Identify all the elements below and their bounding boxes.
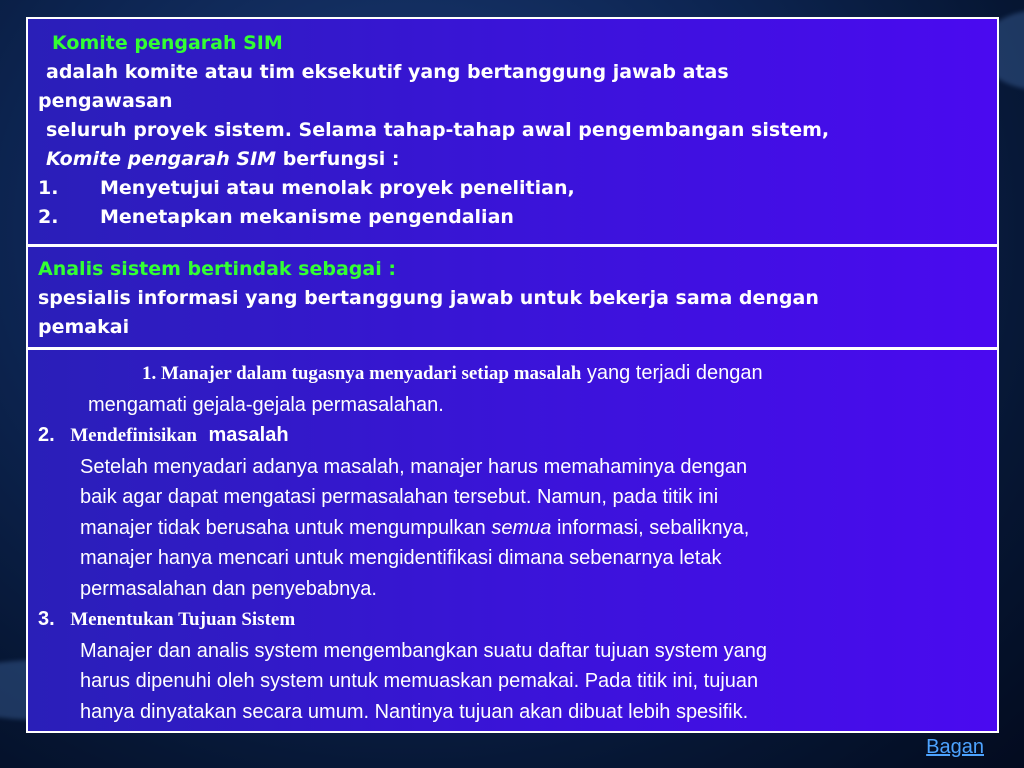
item3-line: Manajer dan analis system mengembangkan suatu daftar tujuan system yang — [80, 639, 768, 662]
item2-line: Setelah menyadari adanya masalah, manajer harus memahaminya dengan — [80, 455, 748, 478]
item2-line — [38, 513, 987, 544]
panel2-title: Analis sistem bertindak sebagai : — [38, 258, 396, 280]
item2-line: permasalahan dan penyebabnya. — [80, 577, 377, 600]
item2-heading: Mendefinisikan — [70, 425, 197, 446]
panel2-line1: spesialis informasi yang bertanggung jawab untuk bekerja sama dengan — [38, 287, 819, 309]
item3-line: hanya dinyatakan secara umum. Nantinya tujuan akan dibuat lebih spesifik. — [80, 700, 749, 723]
list-number: 1. — [38, 177, 59, 199]
item3-heading-line — [38, 604, 987, 636]
panel-komite-pengarah — [26, 17, 999, 246]
panel1-line4-rest: berfungsi : — [282, 148, 400, 170]
item2-line3-post: informasi, sebaliknya, — [556, 516, 750, 539]
item2-line3-italic: semua — [491, 516, 552, 539]
item2-line: baik agar dapat mengatasi permasalahan tersebut. Namun, pada titik ini — [80, 486, 719, 508]
item2-line: manajer hanya mencari untuk mengidentifikasi dimana sebenarnya letak — [80, 547, 722, 569]
item3-heading: Menentukan Tujuan Sistem — [70, 609, 296, 630]
bagan-link[interactable]: Bagan — [926, 736, 984, 758]
panel1-line3: seluruh proyek sistem. Selama tahap-tahap awal pengembangan sistem, — [46, 119, 830, 141]
item2-line3-pre: manajer tidak berusaha untuk mengumpulkan — [80, 516, 486, 539]
item2-number: 2. — [38, 424, 55, 446]
panel1-line4-italic: Komite pengarah SIM — [46, 148, 277, 170]
list-item — [38, 174, 987, 203]
panel1-line1: adalah komite atau tim eksekutif yang bertanggung jawab atas — [46, 61, 729, 83]
item1-rest: yang terjadi dengan — [586, 362, 763, 384]
item1-heading: 1. Manajer dalam tugasnya menyadari setiap masalah — [142, 363, 582, 384]
item2-heading-line — [38, 420, 987, 452]
list-text: Menyetujui atau menolak proyek penelitian, — [100, 177, 575, 199]
list-text: Menetapkan mekanisme pengendalian — [100, 206, 514, 228]
item1-line2: mengamati gejala-gejala permasalahan. — [88, 393, 444, 416]
item2-heading-rest: masalah — [208, 424, 289, 446]
item1-line1 — [38, 358, 987, 390]
panel2-line2: pemakai — [38, 316, 130, 338]
list-number: 2. — [38, 206, 59, 228]
list-item — [38, 203, 987, 232]
panel1-line2: pengawasan — [38, 90, 173, 112]
item3-number: 3. — [38, 608, 55, 630]
panel-langkah — [26, 348, 999, 733]
panel1-title: Komite pengarah SIM — [52, 32, 283, 54]
panel1-line4 — [38, 145, 987, 174]
panel-analis-sistem — [26, 245, 999, 349]
item3-line: harus dipenuhi oleh system untuk memuaskan pemakai. Pada titik ini, tujuan — [80, 670, 759, 692]
